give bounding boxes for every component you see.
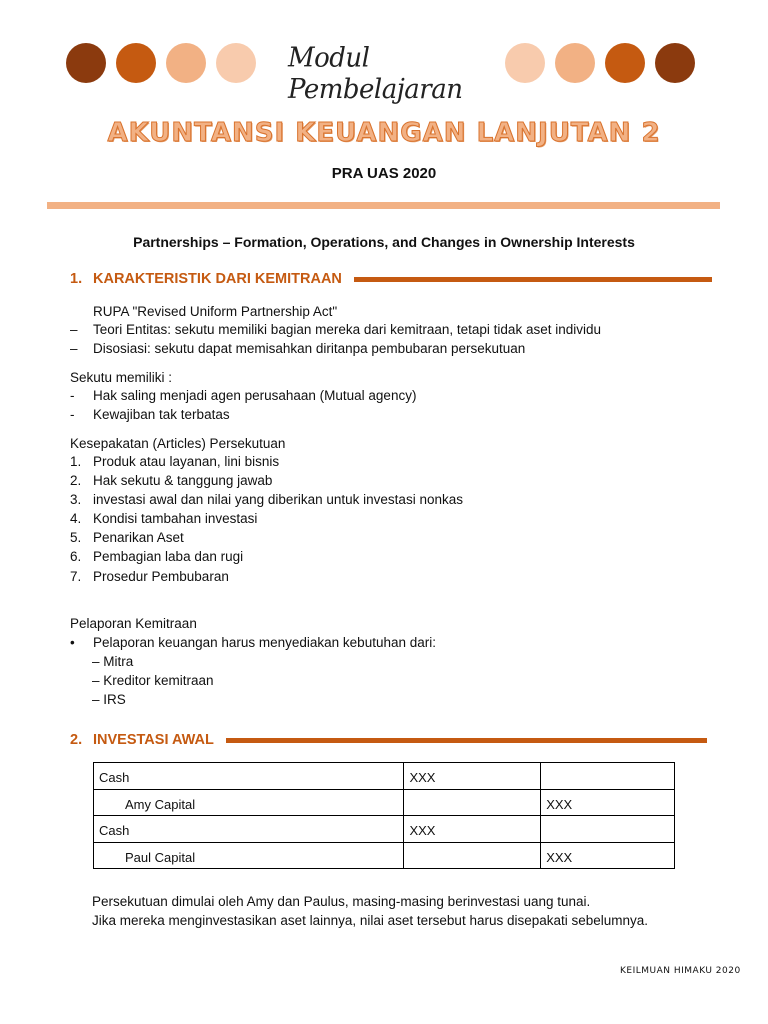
partners-intro: Sekutu memiliki : <box>70 370 173 385</box>
list-item-text: Penarikan Aset <box>93 530 184 545</box>
rupa-line: RUPA "Revised Uniform Partnership Act" <box>93 304 338 319</box>
account-cell: Cash <box>94 816 404 843</box>
list-marker: 2. <box>70 473 82 488</box>
debit-cell: XXX <box>404 816 541 843</box>
list-marker: - <box>70 388 75 403</box>
note-line: Persekutuan dimulai oleh Amy dan Paulus, masing-masing berinvestasi uang tunai. <box>92 894 591 909</box>
list-marker: 4. <box>70 511 82 526</box>
decorative-dots-right <box>505 43 695 83</box>
account-cell: Cash <box>94 763 404 790</box>
bullet-marker: • <box>70 635 75 650</box>
decorative-dot <box>655 43 695 83</box>
list-item-text: Kewajiban tak terbatas <box>93 407 230 422</box>
list-item-text: Prosedur Pembubaran <box>93 569 229 584</box>
table-row <box>94 763 675 790</box>
list-item-text: Hak sekutu & tanggung jawab <box>93 473 273 488</box>
section-rule <box>226 738 707 743</box>
list-marker: 6. <box>70 549 82 564</box>
debit-cell: XXX <box>404 763 541 790</box>
list-item-text: Pelaporan keuangan harus menyediakan kebutuhan dari: <box>93 635 436 650</box>
credit-cell <box>541 763 675 790</box>
sub-list-item: – Mitra <box>92 654 134 669</box>
table-row <box>94 789 675 816</box>
section-1-heading <box>70 271 712 287</box>
decorative-dot <box>555 43 595 83</box>
page-subtitle: PRA UAS 2020 <box>331 165 437 182</box>
credit-cell: XXX <box>541 842 675 869</box>
section-title: KARAKTERISTIK DARI KEMITRAAN <box>93 271 342 287</box>
reporting-intro: Pelaporan Kemitraan <box>70 616 197 631</box>
list-marker: - <box>70 407 75 422</box>
section-rule <box>354 277 712 282</box>
list-marker: 1. <box>70 454 82 469</box>
list-marker: 5. <box>70 530 82 545</box>
list-item-text: Disosiasi: sekutu dapat memisahkan diritanpa pembubaran persekutuan <box>93 341 526 356</box>
list-item-text: Kondisi tambahan investasi <box>93 511 258 526</box>
decorative-dot <box>505 43 545 83</box>
section-2-heading <box>70 732 707 748</box>
table-row <box>94 816 675 843</box>
account-cell: Amy Capital <box>94 789 404 816</box>
list-item-text: Hak saling menjadi agen perusahaan (Mutual agency) <box>93 388 417 403</box>
section-number: 1. <box>70 271 83 287</box>
decorative-dot <box>605 43 645 83</box>
decorative-dots-left <box>66 43 256 83</box>
list-marker: – <box>70 322 78 337</box>
debit-cell <box>404 842 541 869</box>
note-line: Jika mereka menginvestasikan aset lainnya, nilai aset tersebut harus disepakati sebelumnya. <box>92 913 649 928</box>
sub-list-item: – Kreditor kemitraan <box>92 673 214 688</box>
list-item-text: Produk atau layanan, lini bisnis <box>93 454 280 469</box>
course-title: AKUNTANSI KEUANGAN LANJUTAN 2 <box>107 118 661 148</box>
header-divider-bar <box>47 202 720 209</box>
decorative-dot <box>216 43 256 83</box>
articles-intro: Kesepakatan (Articles) Persekutuan <box>70 436 286 451</box>
list-item-text: Pembagian laba dan rugi <box>93 549 244 564</box>
account-cell: Paul Capital <box>94 842 404 869</box>
list-marker: 3. <box>70 492 82 507</box>
table-row <box>94 842 675 869</box>
list-item-text: Teori Entitas: sekutu memiliki bagian mereka dari kemitraan, tetapi tidak aset individu <box>93 322 601 337</box>
journal-entry-table <box>93 762 675 869</box>
document-heading: Partnerships – Formation, Operations, and Changes in Ownership Interests <box>133 234 635 250</box>
list-marker: 7. <box>70 569 82 584</box>
credit-cell <box>541 816 675 843</box>
sub-list-item: – IRS <box>92 692 126 707</box>
decorative-dot <box>166 43 206 83</box>
debit-cell <box>404 789 541 816</box>
section-title: INVESTASI AWAL <box>93 732 214 748</box>
section-number: 2. <box>70 732 83 748</box>
credit-cell: XXX <box>541 789 675 816</box>
list-marker: – <box>70 341 78 356</box>
list-item-text: investasi awal dan nilai yang diberikan untuk investasi nonkas <box>93 492 463 507</box>
decorative-dot <box>116 43 156 83</box>
decorative-dot <box>66 43 106 83</box>
module-label: Modul Pembelajaran <box>288 42 463 106</box>
footer-credit: KEILMUAN HIMAKU 2020 <box>620 966 741 976</box>
